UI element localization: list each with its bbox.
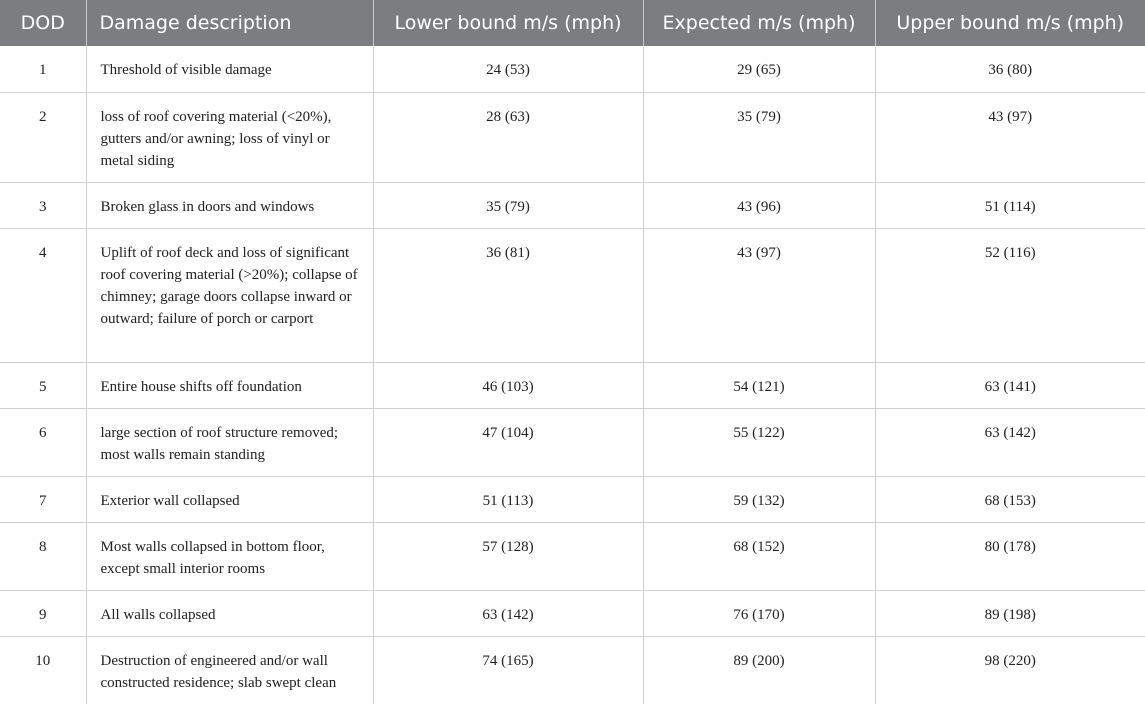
description-cell: Uplift of roof deck and loss of significant roof covering material (>20%); collapse of chimney; garage doors collapse inward or outward; failure of porch or carport [86, 228, 373, 362]
lower-bound-cell: 46 (103) [373, 362, 643, 408]
dod-cell: 5 [0, 362, 86, 408]
table-row [0, 182, 1145, 228]
table-row [0, 46, 1145, 92]
lower-bound-cell: 51 (113) [373, 476, 643, 522]
description-cell: Entire house shifts off foundation [86, 362, 373, 408]
lower-bound-cell: 36 (81) [373, 228, 643, 362]
table-row [0, 476, 1145, 522]
lower-bound-cell: 24 (53) [373, 46, 643, 92]
expected-cell: 59 (132) [643, 476, 875, 522]
header-lower-bound: Lower bound m/s (mph) [373, 0, 643, 46]
upper-bound-cell: 98 (220) [984, 652, 1036, 669]
upper-bound-cell: 36 (80) [875, 46, 1145, 92]
table-header [0, 0, 1145, 46]
expected-cell: 35 (79) [643, 92, 875, 182]
expected-cell: 89 (200) [643, 636, 875, 704]
upper-bound-cell: 51 (114) [875, 182, 1145, 228]
dod-cell: 2 [0, 92, 86, 182]
expected-cell: 43 (96) [643, 182, 875, 228]
header-expected: Expected m/s (mph) [643, 0, 875, 46]
description-cell: All walls collapsed [86, 590, 373, 636]
table-body [0, 46, 1145, 704]
lower-bound-cell: 74 (165) [373, 636, 643, 704]
upper-bound-cell: 63 (141) [875, 362, 1145, 408]
dod-cell: 1 [0, 46, 86, 92]
description-cell: loss of roof covering material (<20%), gutters and/or awning; loss of vinyl or metal siding [86, 92, 373, 182]
description-cell: Threshold of visible damage [86, 46, 373, 92]
lower-bound-cell: 35 (79) [373, 182, 643, 228]
dod-cell: 4 [0, 228, 86, 362]
upper-bound-cell: 68 (153) [875, 476, 1145, 522]
lower-bound-cell: 57 (128) [373, 522, 643, 590]
dod-cell: 10 [0, 636, 86, 704]
upper-bound-cell: 52 (116) [875, 228, 1145, 362]
header-dod: DOD [0, 0, 86, 46]
header-description: Damage description [86, 0, 373, 46]
description-cell: Destruction of engineered and/or wall constructed residence; slab swept clean [86, 636, 373, 704]
dod-cell: 9 [0, 590, 86, 636]
expected-cell: 68 (152) [643, 522, 875, 590]
lower-bound-cell: 28 (63) [373, 92, 643, 182]
table-row [0, 522, 1145, 590]
dod-cell: 3 [0, 182, 86, 228]
header-row [0, 0, 1145, 46]
description-cell: large section of roof structure removed; most walls remain standing [86, 408, 373, 476]
dod-cell: 6 [0, 408, 86, 476]
table-row [0, 590, 1145, 636]
expected-cell: 29 (65) [643, 46, 875, 92]
dod-cell: 8 [0, 522, 86, 590]
description-cell: Broken glass in doors and windows [86, 182, 373, 228]
lower-bound-cell: 63 (142) [373, 590, 643, 636]
description-cell: Most walls collapsed in bottom floor, except small interior rooms [86, 522, 373, 590]
upper-bound-cell: 80 (178) [875, 522, 1145, 590]
description-cell: Exterior wall collapsed [86, 476, 373, 522]
expected-cell: 43 (97) [643, 228, 875, 362]
table-row [0, 92, 1145, 182]
table-row [0, 228, 1145, 362]
upper-bound-cell: 43 (97) [875, 92, 1145, 182]
table-row [0, 362, 1145, 408]
expected-cell: 55 (122) [643, 408, 875, 476]
upper-bound-cell: 63 (142) [875, 408, 1145, 476]
dod-cell: 7 [0, 476, 86, 522]
upper-bound-cell: 89 (198) [875, 590, 1145, 636]
header-upper-bound: Upper bound m/s (mph) [875, 0, 1145, 46]
table-row [0, 408, 1145, 476]
lower-bound-cell: 47 (104) [373, 408, 643, 476]
expected-cell: 54 (121) [643, 362, 875, 408]
table-row [0, 636, 1145, 704]
expected-cell: 76 (170) [643, 590, 875, 636]
